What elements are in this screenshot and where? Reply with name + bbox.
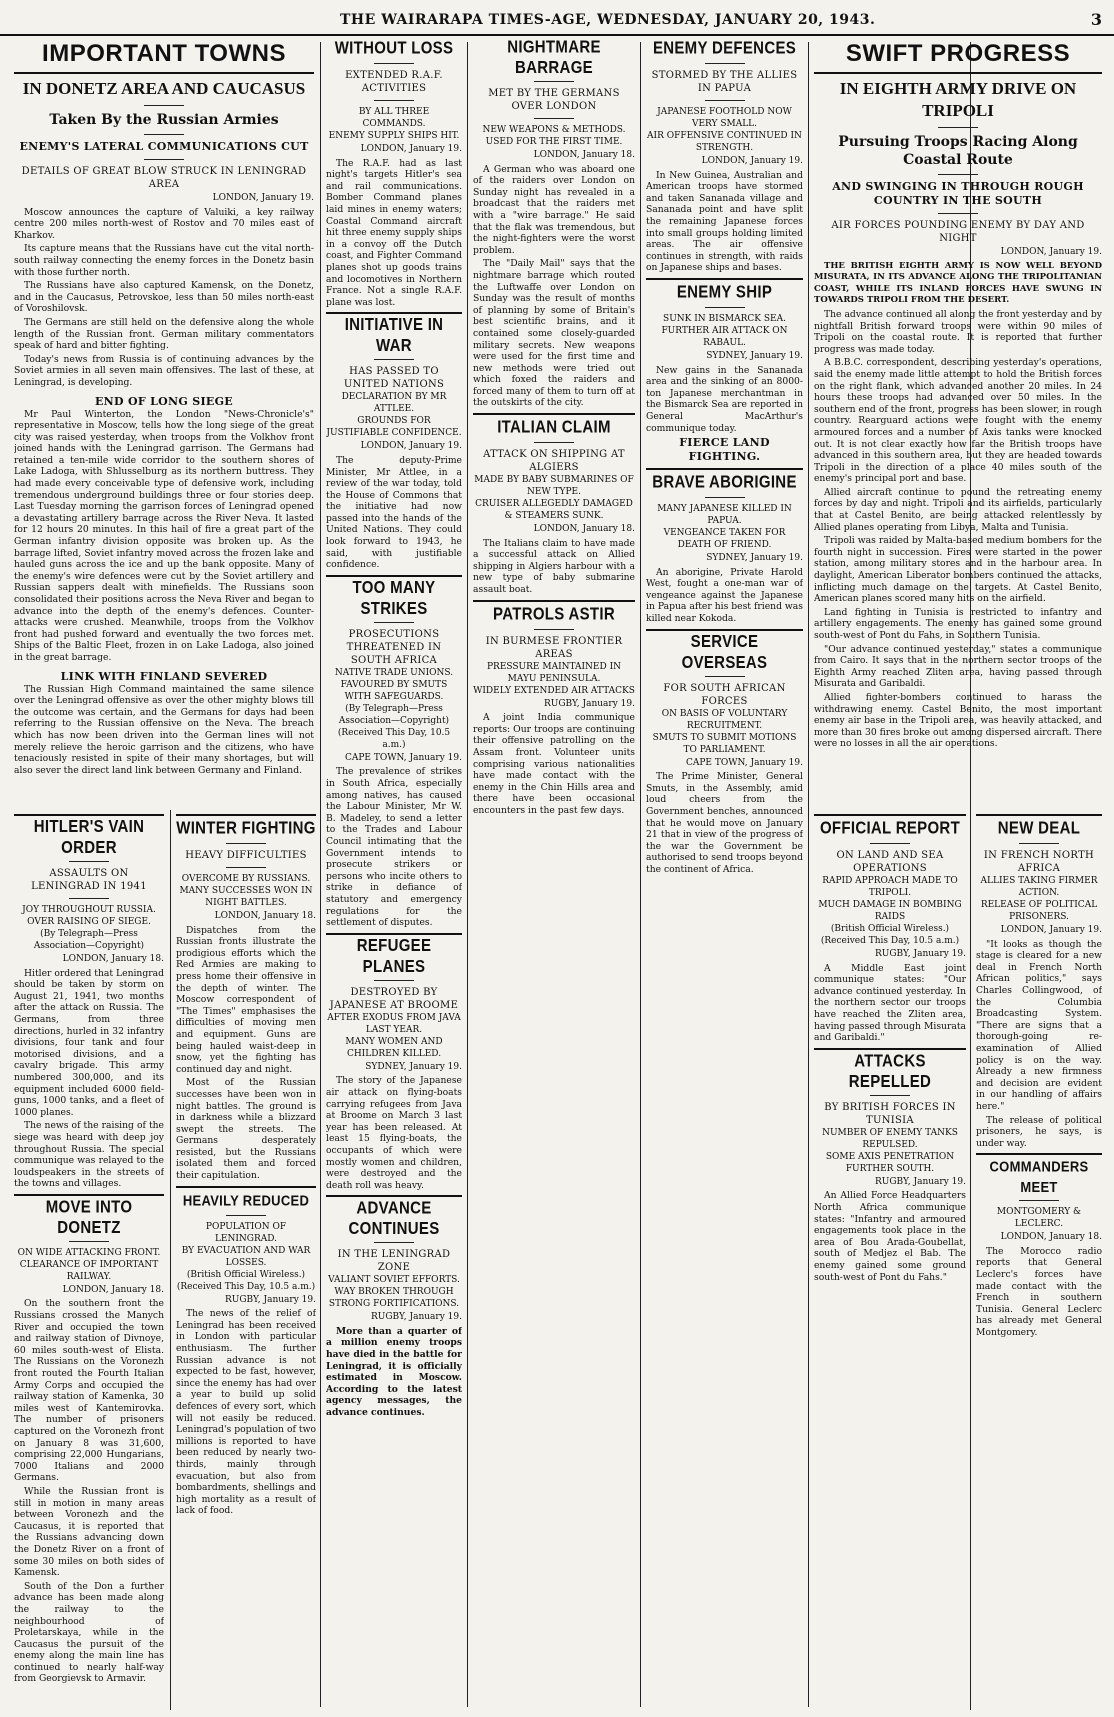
subheadline: ALLIES TAKING FIRMER ACTION. bbox=[980, 876, 1098, 898]
subheadline: NEW WEAPONS & METHODS. bbox=[482, 125, 626, 135]
rule bbox=[705, 307, 745, 308]
subheadline: ON LAND AND SEA OPERATIONS bbox=[836, 850, 944, 874]
paragraph: The story of the Japanese air attack on flying-boats carrying refugees from Java at Broome on March 3 last year has been released. At least 15 flying-boats, the occupants of which were mostly women and children, were destroyed and the death roll was heavy. bbox=[326, 1075, 462, 1191]
subheadline: BY BRITISH FORCES IN TUNISIA bbox=[824, 1101, 956, 1126]
paragraph: Tripoli was raided by Malta-based medium bombers for the fourth night in succession. Fires were started in the power station, among military stores and in the harbour area. In daylight, American Liberator bombers continued the attacks, inflicting much damage on the targets. At Castel Benito, American planes scored many hits on the airfield. bbox=[814, 535, 1102, 605]
subheadline: IN FRENCH NORTH AFRICA bbox=[983, 850, 1095, 874]
rule bbox=[976, 814, 1102, 816]
rule bbox=[374, 63, 414, 64]
dateline: RUGBY, January 19. bbox=[370, 1312, 462, 1323]
subheadline: HEAVY DIFFICULTIES bbox=[185, 850, 307, 861]
rule bbox=[326, 1195, 462, 1197]
subheadline: SMUTS TO SUBMIT MOTIONS TO PARLIAMENT. bbox=[652, 732, 797, 755]
subheadline: ENEMY SUPPLY SHIPS HIT. bbox=[328, 131, 460, 141]
headline: NEW DEAL bbox=[997, 818, 1081, 839]
subheadline: AIR OFFENSIVE CONTINUED IN STRENGTH. bbox=[647, 131, 802, 153]
credit-line: (By Telegraph—Press Association—Copyright) bbox=[33, 929, 145, 951]
column-rule bbox=[170, 810, 171, 1710]
subheadline: OVERCOME BY RUSSIANS. bbox=[181, 874, 311, 884]
subheadline: RAPID APPROACH MADE TO TRIPOLI. bbox=[822, 876, 958, 898]
rule bbox=[534, 629, 574, 630]
article-nightmare-barrage bbox=[473, 40, 635, 1710]
paragraph: The Germans are still held on the defensive along the whole length of the Russian front. German military commentators speak of hard and bitter fighting. bbox=[14, 316, 314, 352]
dateline: LONDON, January 18. bbox=[1000, 1232, 1102, 1243]
subheadline: AIR FORCES POUNDING ENEMY BY DAY AND NIGHT bbox=[831, 220, 1085, 244]
subheadline: ENEMY'S LATERAL COMMUNICATIONS CUT bbox=[19, 140, 309, 153]
rule bbox=[226, 867, 266, 868]
page-number: 3 bbox=[1090, 10, 1102, 29]
subheadline: MANY SUCCESSES WON IN NIGHT BATTLES. bbox=[179, 886, 313, 908]
subheadline: ON WIDE ATTACKING FRONT. bbox=[17, 1247, 161, 1258]
rule bbox=[374, 359, 414, 360]
dateline: RUGBY, January 19. bbox=[874, 1176, 966, 1187]
paragraph: An aborigine, Private Harold West, fought a one-man war of vengeance against the Japanese in Papua after his best friend was killed near Kokoda. bbox=[646, 566, 803, 625]
article-new-deal bbox=[976, 810, 1102, 1710]
paragraph: Dispatches from the Russian fronts illustrate the prodigious efforts which the Red Armies are making to press home their offensive in the depth of winter. The Moscow correspondent of "The Times" emphasises the difficulties of moving men and equipment. Guns are being hauled waist-deep in snow, yet the fighting has continued day and night. bbox=[176, 924, 316, 1075]
paragraph: The release of political prisoners, he says, is under way. bbox=[976, 1114, 1102, 1149]
subheadline: FOR SOUTH AFRICAN FORCES bbox=[663, 682, 786, 707]
subheadline: SUNK IN BISMARCK SEA. bbox=[663, 313, 786, 324]
headline: ITALIAN CLAIM bbox=[497, 417, 611, 438]
rule bbox=[705, 100, 745, 101]
headline: HITLER'S VAIN ORDER bbox=[33, 817, 145, 858]
paragraph: The Italians claim to have made a successful attack on Allied shipping in Algiers harbour with a new type of baby submarine assault boat. bbox=[473, 537, 635, 596]
rule bbox=[14, 1194, 164, 1196]
subheadline: ATTACK ON SHIPPING AT ALGIERS bbox=[483, 449, 625, 474]
rule bbox=[144, 105, 184, 106]
rule bbox=[705, 497, 745, 498]
section-heading: LINK WITH FINLAND SEVERED bbox=[60, 669, 268, 683]
headline: WINTER FIGHTING bbox=[176, 818, 316, 839]
paragraph: Land fighting in Tunisia is restricted to infantry and artillery engagements. The enemy has gained some ground south-west of Pont du Fahs, in Southern Tunisia. bbox=[814, 606, 1102, 641]
headline: BRAVE ABORIGINE bbox=[652, 472, 797, 493]
rule bbox=[976, 1153, 1102, 1155]
headline: SWIFT PROGRESS bbox=[845, 40, 1071, 67]
paragraph: Its capture means that the Russians have cut the vital north-south railway connecting the enemy forces in the Donetz basin with those further north. bbox=[14, 243, 314, 278]
subheadline: BY EVACUATION AND WAR LOSSES. bbox=[181, 1245, 311, 1268]
subheadline: MONTGOMERY & LECLERC. bbox=[996, 1207, 1082, 1230]
headline: MOVE INTO DONETZ bbox=[45, 1197, 133, 1238]
column-rule bbox=[970, 810, 971, 1710]
subheadline: MUCH DAMAGE IN BOMBING RAIDS bbox=[818, 900, 962, 922]
rule bbox=[374, 1242, 414, 1243]
rule bbox=[144, 134, 184, 135]
rule bbox=[14, 814, 164, 816]
article-winter-fighting bbox=[176, 810, 316, 1710]
dateline: RUGBY, January 19. bbox=[874, 949, 966, 959]
dateline: LONDON, January 19. bbox=[1000, 247, 1102, 257]
subheadline: Taken By the Russian Armies bbox=[49, 112, 279, 128]
headline: OFFICIAL REPORT bbox=[819, 818, 961, 839]
article-swift-progress bbox=[814, 40, 1102, 800]
headline: IMPORTANT TOWNS bbox=[42, 40, 286, 67]
dateline: LONDON, January 18. bbox=[62, 1284, 164, 1295]
paragraph: Today's news from Russia is of continuing advances by the Soviet armies in all seven main offensives. The last of these, at Leningrad, is developing. bbox=[14, 353, 314, 388]
rule bbox=[1019, 843, 1059, 844]
headline: ENEMY SHIP bbox=[676, 282, 773, 303]
rule bbox=[374, 980, 414, 981]
rule bbox=[705, 63, 745, 64]
rule bbox=[534, 442, 574, 443]
paragraph: The deputy-Prime Minister, Mr Attlee, in a review of the war today, told the House of Commons that the initiative had now passed into the hands of the United Nations. They could look forward to 1943, he said, with justifiable confidence. bbox=[326, 454, 462, 571]
subheadline: NUMBER OF ENEMY TANKS REPULSED. bbox=[822, 1127, 958, 1150]
rule bbox=[473, 600, 635, 602]
subheadline: AND SWINGING IN THROUGH ROUGH COUNTRY IN THE SOUTH bbox=[832, 180, 1084, 207]
rule bbox=[326, 312, 462, 314]
dateline: LONDON, January 19. bbox=[1000, 925, 1102, 935]
rule bbox=[69, 861, 109, 862]
paragraph: A joint India communique reports: Our troops are continuing their offensive patrolling on the Assam front. Volunteer units comprising various nationalities have made contact with the enemy in the Chin Hills area and there have been occasional encounters in the past few days. bbox=[473, 712, 635, 816]
subheadline: WAY BROKEN THROUGH STRONG FORTIFICATIONS. bbox=[328, 1287, 460, 1310]
subheadline: IN EIGHTH ARMY DRIVE ON TRIPOLI bbox=[839, 79, 1077, 120]
subheadline: DESTROYED BY JAPANESE AT BROOME bbox=[329, 986, 459, 1011]
column-rule bbox=[320, 42, 321, 1707]
headline: NIGHTMARE BARRAGE bbox=[507, 40, 601, 78]
rule bbox=[814, 1048, 966, 1050]
paragraph: "Our advance continued yesterday," states a communique from Cairo. It says that in the northern sector troops of the Eighth Army reached Zliten area, having passed through Misurata and Garibaldi. bbox=[814, 643, 1102, 690]
subheadline: MANY JAPANESE KILLED IN PAPUA. bbox=[657, 504, 792, 527]
dateline: SYDNEY, January 19. bbox=[706, 350, 803, 361]
rule bbox=[1019, 1200, 1059, 1201]
subheadline: VENGEANCE TAKEN FOR DEATH OF FRIEND. bbox=[663, 528, 786, 551]
paragraph: The R.A.F. had as last night's targets Hitler's sea and rail communications. Bomber Command planes laid mines in enemy waters; Coastal Command aircraft hit three enemy supply ships in a convoy off the Dutch coast, and Fighter Command planes shot up goods trains and locomotives in Northern France. Not a single R.A.F. plane was lost. bbox=[326, 157, 462, 308]
paragraph: A B.B.C. correspondent, describing yesterday's operations, said the enemy made little attempt to hold the British forces on the right flank, which advanced another 20 miles. In 24 hours these troops had advanced over 50 miles. In the southern end of the front, progress has been slower, in rough country. Rearguard actions were fought with the enemy armoured forces and a number of Axis tanks were knocked out. It is not clear exactly how far the British troops have advanced in this southern area, but they are headed towards Tripoli in the direction of a place 40 miles south of the enemy's principal port and base. bbox=[814, 357, 1102, 485]
headline: ENEMY DEFENCES bbox=[652, 40, 797, 59]
subheadline: IN THE LENINGRAD ZONE bbox=[337, 1249, 451, 1274]
subheadline: PRESSURE MAINTAINED IN MAYU PENINSULA. bbox=[486, 661, 622, 684]
subheadline: POPULATION OF LENINGRAD. bbox=[205, 1221, 287, 1244]
column-rule bbox=[640, 42, 641, 1707]
paragraph: The Russians have also captured Kamensk, on the Donetz, and in the Caucasus, Petrovskoe, less than 50 miles north-east of Voroshilovsk. bbox=[14, 280, 314, 315]
subheadline: PROSECUTIONS THREATENED IN SOUTH AFRICA bbox=[346, 628, 442, 666]
rule bbox=[646, 468, 803, 470]
rule bbox=[646, 629, 803, 631]
paragraph: Allied fighter-bombers continued to harass the withdrawing enemy. Castel Benito, the most important enemy air base in the Tripoli area, was heavily attacked, and more than 30 fires broke out among dispersed aircraft. There were no losses in all the air operations. bbox=[814, 691, 1102, 750]
dateline: LONDON, January 18. bbox=[533, 524, 635, 535]
rule bbox=[938, 127, 978, 128]
subheadline: EXTENDED R.A.F. ACTIVITIES bbox=[345, 70, 443, 94]
subheadline: CRUISER ALLEGEDLY DAMAGED & STEAMERS SUNK. bbox=[475, 499, 633, 522]
headline: PATROLS ASTIR bbox=[493, 604, 615, 624]
rule bbox=[69, 898, 109, 899]
masthead bbox=[0, 10, 1114, 36]
credit-line: (By Telegraph—Press Association—Copyright) (Received This Day, 10.5 a.m.) bbox=[337, 703, 451, 750]
subheadline: FAVOURED BY SMUTS WITH SAFEGUARDS. bbox=[340, 679, 448, 702]
rule bbox=[14, 72, 314, 74]
rule bbox=[534, 81, 574, 82]
rule bbox=[938, 174, 978, 175]
paragraph: Hitler ordered that Leningrad should be taken by storm on August 21, 1941, two months after the attack on Russia. The Germans, from three directions, hurled in 32 infantry divisions, four tank and four motorised divisions, and a cavalry brigade. This army numbered 300,000, and its equipment included 6000 field-guns, 1000 tanks, and a fleet of 1000 planes. bbox=[14, 967, 164, 1118]
paragraph: A Middle East joint communique states: "Our advance continued yesterday. In the northern sector our troops have reached the Zliten area, having passed through Misurata and Garibaldi." bbox=[814, 962, 966, 1044]
subheadline: MANY WOMEN AND CHILDREN KILLED. bbox=[345, 1036, 443, 1059]
rule bbox=[226, 843, 266, 844]
article-enemy-defences bbox=[646, 40, 803, 1710]
rule bbox=[176, 814, 316, 816]
paragraph: Mr Paul Winterton, the London "News-Chronicle's" representative in Moscow, tells how the long siege of the great city was raised yesterday, when troops from the Volkhov front joined hands with the Leningrad garrison. The Germans had retained a ten-mile wide corridor to the southern shores of Lake Ladoga, with Shlusselburg as its northern buttress. They had made every conceivable type of defensive work, including tremendous underground buildings three or four stories deep. Last Tuesday morning the garrison forces of Leningrad opened a devastating artillery barrage across the River Neva. It lasted for 12 hours 20 minutes. In this hail of fire a great part of the German infantry division opposite was broken up. As the barrage lifted, Soviet infantry moved across the frozen lake and hauled guns across the ice and up the bank opposite. Many of the enemy's wire defences were cut by the Soviet artillery and Russian sappers dealt with minefields. The Russians soon consolidated their positions across the Neva River and began to advance into the depth of the enemy's defences. Counter-attacks were crushed. Meanwhile, troops from the Volkhov front had pushed forward and eventually the two forces met. Ships of the Baltic Fleet, frozen in on Lake Ladoga, also joined in the great barrage. bbox=[14, 408, 314, 663]
paragraph: New gains in the Sananada area and the sinking of an 8000-ton Japanese merchantman in the Bismarck Sea are reported in General MacArthur's communique today. bbox=[646, 364, 803, 434]
paragraph: While the Russian front is still in motion in many areas between Voronezh and the Caucasus, it is reported that the Russians advancing down the Donetz River on a front of some 30 miles on both sides of Kamensk. bbox=[14, 1485, 164, 1579]
rule bbox=[814, 72, 1102, 74]
subheadline: USED FOR THE FIRST TIME. bbox=[485, 137, 623, 147]
paragraph: "It looks as though the stage is cleared for a new deal in French North African politics," says Charles Collingwood, of the Columbia Broadcasting System. "There are signs that a thorough-going re-examination of Allied policy is on the way. Already a new firmness and decision are evident in our handling of affairs here." bbox=[976, 938, 1102, 1112]
paragraph: The news of the raising of the siege was heard with deep joy throughout Russia. The special communique was relayed to the loudspeakers in the streets of the towns and villages. bbox=[14, 1120, 164, 1190]
article-important-towns bbox=[14, 40, 314, 800]
masthead-line: THE WAIRARAPA TIMES-AGE, WEDNESDAY, JANUARY 20, 1943. bbox=[340, 12, 876, 28]
headline: REFUGEE PLANES bbox=[356, 936, 432, 977]
headline: ATTACKS REPELLED bbox=[848, 1051, 932, 1092]
rule bbox=[226, 1215, 266, 1216]
paragraph: The Morocco radio reports that General Leclerc's forces have made contact with the French in southern Tunisia. General Leclerc has already met General Montgomery. bbox=[976, 1245, 1102, 1339]
dateline: SYDNEY, January 19. bbox=[365, 1061, 462, 1072]
paragraph: On the southern front the Russians crossed the Manych River and occupied the town and railway station of Divnoye, 60 miles south-west of Elista. The Russians on the Voronezh front routed the Fourth Italian Army Corps and occupied the railway station of Kamenka, 30 miles west of Kantemirovka. The number of prisoners captured on the Voronezh front on January 8 was 31,600, comprising 22,000 Hungarians, 7000 Italians and 2000 Germans. bbox=[14, 1298, 164, 1484]
rule bbox=[69, 1241, 109, 1242]
article-official-report bbox=[814, 810, 966, 1710]
rule bbox=[144, 159, 184, 160]
rule bbox=[534, 118, 574, 119]
paragraph: Most of the Russian successes have been won in night battles. The ground is in darkness while a blizzard swept the streets. The Germans desperately resisted, but the Russians isolated them and forced their capitulation. bbox=[176, 1077, 316, 1182]
subheadline: ON BASIS OF VOLUNTARY RECRUITMENT. bbox=[661, 708, 788, 731]
section-heading: END OF LONG SIEGE bbox=[95, 394, 233, 408]
subheadline: Pursuing Troops Racing Along Coastal Route bbox=[838, 134, 1078, 168]
rule bbox=[326, 575, 462, 577]
rule bbox=[870, 843, 910, 844]
dateline: LONDON, January 18. bbox=[533, 150, 635, 160]
rule bbox=[646, 278, 803, 280]
dateline: LONDON, January 18. bbox=[214, 911, 316, 921]
subheadline: IN BURMESE FRONTIER AREAS bbox=[485, 635, 623, 660]
headline: TOO MANY STRIKES bbox=[352, 578, 436, 619]
subheadline: NATIVE TRADE UNIONS. bbox=[334, 667, 454, 678]
dateline: LONDON, January 19. bbox=[701, 156, 803, 166]
lead-paragraph: THE BRITISH EIGHTH ARMY IS NOW WELL BEYOND MISURATA, IN ITS ADVANCE ALONG THE TRIPOLITANIAN COAST, WHILE ITS INLAND FORCES HAVE SWUNG IN TOWARDS TRIPOLI FROM THE DESERT. bbox=[814, 260, 1102, 306]
subheadline: JOY THROUGHOUT RUSSIA. bbox=[22, 905, 156, 915]
rule bbox=[814, 814, 966, 816]
paragraph: A German who was aboard one of the raiders over London on Sunday night has revealed in a broadcast that the raiders met with a "wire barrage." He said that the flak was tremendous, but the night-fighters were the worst problem. bbox=[473, 163, 635, 256]
subheadline: ASSAULTS ON LENINGRAD IN 1941 bbox=[31, 868, 147, 892]
subheadline: GROUNDS FOR JUSTIFIABLE CONFIDENCE. bbox=[326, 416, 462, 439]
paragraph: The "Daily Mail" says that the nightmare barrage which routed the Luftwaffe over London on Sunday was the result of months of planning by some of Britain's best scientific brains, and it contained some closely-guarded military secrets. New weapons were used for the first time and new methods were tried out which foxed the raiders and forced many of them to turn off at the outskirts of the city. bbox=[473, 258, 635, 409]
rule bbox=[374, 100, 414, 101]
subheadline: FURTHER AIR ATTACK ON RABAUL. bbox=[661, 325, 788, 348]
paragraph: The news of the relief of Leningrad has been received in London with particular enthusiasm. The further Russian advance is not expected to be fast, however, since the enemy has had over a year to build up solid defences of every sort, which will not easily be reduced. Leningrad's population of two millions is reported to have been reduced by nearly two-thirds, mainly through evacuation, but also from bombardments, shellings and high mortality as a result of lack of food. bbox=[176, 1308, 316, 1517]
column-rule bbox=[808, 42, 809, 1707]
subheadline: VALIANT SOVIET EFFORTS. bbox=[328, 1275, 460, 1286]
dateline: LONDON, January 19. bbox=[360, 441, 462, 452]
dateline: RUGBY, January 19. bbox=[224, 1294, 316, 1305]
dateline: LONDON, January 18. bbox=[62, 954, 164, 964]
subheadline: AFTER EXODUS FROM JAVA LAST YEAR. bbox=[327, 1012, 461, 1035]
headline: COMMANDERS MEET bbox=[989, 1157, 1089, 1196]
subheadline: BY ALL THREE COMMANDS. bbox=[358, 107, 430, 129]
rule bbox=[326, 933, 462, 935]
subheadline: JAPANESE FOOTHOLD NOW VERY SMALL. bbox=[657, 107, 792, 129]
subheadline: OVER RAISING OF SIEGE. bbox=[27, 917, 151, 927]
subheadline: IN DONETZ AREA AND CAUCASUS bbox=[22, 79, 306, 98]
subheadline: DECLARATION BY MR ATTLEE. bbox=[341, 392, 447, 415]
headline: WITHOUT LOSS bbox=[334, 40, 454, 59]
paragraph: The prevalence of strikes in South Africa, especially among natives, has caused the Labour Minister, Mr W. B. Madeley, to send a letter to the Trades and Labour Council intimating that the Government intends to prosecute strikers or persons who incite others to strike in defiance of statutory and emergency regulations for the settlement of disputes. bbox=[326, 766, 462, 929]
paragraph: More than a quarter of a million enemy troops have died in the battle for Leningrad, it is officially estimated in Moscow. According to the latest agency messages, the advance continues. bbox=[326, 1325, 462, 1419]
subheadline: CLEARANCE OF IMPORTANT RAILWAY. bbox=[19, 1259, 159, 1282]
dateline: LONDON, January 19. bbox=[212, 193, 314, 203]
article-hitlers-vain-order bbox=[14, 810, 164, 1710]
column-rule bbox=[467, 42, 468, 1707]
headline: ADVANCE CONTINUES bbox=[348, 1198, 440, 1239]
paragraph: Allied aircraft continue to pound the retreating enemy forces by day and night. Tripoli and its airfields, particularly that at Castel Benito, are being attacked relentlessly by Allied planes operating from Libya, Malta and Tunisia. bbox=[814, 486, 1102, 533]
subheadline: SOME AXIS PENETRATION FURTHER SOUTH. bbox=[825, 1151, 955, 1174]
rule bbox=[705, 676, 745, 677]
dateline: SYDNEY, January 19. bbox=[706, 553, 803, 564]
subheadline: WIDELY EXTENDED AIR ATTACKS bbox=[473, 685, 635, 696]
section-heading: FIERCE LAND FIGHTING. bbox=[679, 436, 770, 464]
subheadline: STORMED BY THE ALLIES IN PAPUA bbox=[651, 70, 798, 94]
paragraph: In New Guinea, Australian and American troops have stormed and taken Sananada village and Sananada point and have split the remaining Japanese forces into small groups holding limited areas. The air offensive continues in strength, with raids on Japanese ships and bases. bbox=[646, 169, 803, 274]
credit-line: (British Official Wireless.) (Received This Day, 10.5 a.m.) bbox=[176, 1269, 316, 1292]
headline: HEAVILY REDUCED bbox=[182, 1191, 310, 1209]
paragraph: Moscow announces the capture of Valuiki, a key railway centre 200 miles north-west of Rostov and 70 miles east of Kharkov. bbox=[14, 206, 314, 241]
rule bbox=[473, 413, 635, 415]
rule bbox=[374, 622, 414, 623]
rule bbox=[176, 1186, 316, 1188]
rule bbox=[870, 1095, 910, 1096]
subheadline: HAS PASSED TO UNITED NATIONS bbox=[343, 366, 445, 391]
headline: SERVICE OVERSEAS bbox=[681, 631, 768, 673]
dateline: LONDON, January 19. bbox=[360, 144, 462, 154]
subheadline: DETAILS OF GREAT BLOW STRUCK IN LENINGRAD AREA bbox=[21, 166, 307, 190]
dateline: CAPE TOWN, January 19. bbox=[344, 752, 462, 763]
rule bbox=[938, 213, 978, 214]
paragraph: The Prime Minister, General Smuts, in the Assembly, amid loud cheers from the Government benches, announced that he would move on January 21 that in view of the progress of the war the Government be authorised to send troops beyond the continent of Africa. bbox=[646, 771, 803, 875]
headline: INITIATIVE IN WAR bbox=[344, 315, 444, 356]
credit-line: (British Official Wireless.) (Received This Day, 10.5 a.m.) bbox=[820, 924, 960, 946]
article-without-loss bbox=[326, 40, 462, 1710]
paragraph: An Allied Force Headquarters North Africa communique states: "Infantry and armoured engagements took place in the area of Bou Arada-Goubellat, south of Medjez el Bab. The enemy gained some ground south-west of Pont du Fahs." bbox=[814, 1190, 966, 1283]
paragraph: South of the Don a further advance has been made along the railway to the neighbourhood of Proletarskaya, while in the Caucasus the pursuit of the enemy along the main line has continued to nearly half-way from Georgievsk to Armavir. bbox=[14, 1580, 164, 1685]
dateline: RUGBY, January 19. bbox=[543, 698, 635, 709]
dateline: CAPE TOWN, January 19. bbox=[685, 757, 803, 768]
subheadline: MADE BY BABY SUBMARINES OF NEW TYPE. bbox=[474, 475, 634, 498]
subheadline: RELEASE OF POLITICAL PRISONERS. bbox=[980, 900, 1098, 922]
paragraph: The advance continued all along the front yesterday and by nightfall British forward troops were within 90 miles of Tripoli on the coastal route. It is reported that further progress was made today. bbox=[814, 308, 1102, 355]
subheadline: MET BY THE GERMANS OVER LONDON bbox=[488, 88, 620, 112]
paragraph: The Russian High Command maintained the same silence over the Leningrad offensive as over the other mighty blows till the outcome was certain, and the Germans for days had been referring to the Russian offensive on the Neva. The breach which has now been driven into the German lines will not merely relieve the heroic garrison and the citizens, who have tenaciously resisted in spite of their many shortages, but will also sever the direct land link between Germany and Finland. bbox=[14, 683, 314, 776]
